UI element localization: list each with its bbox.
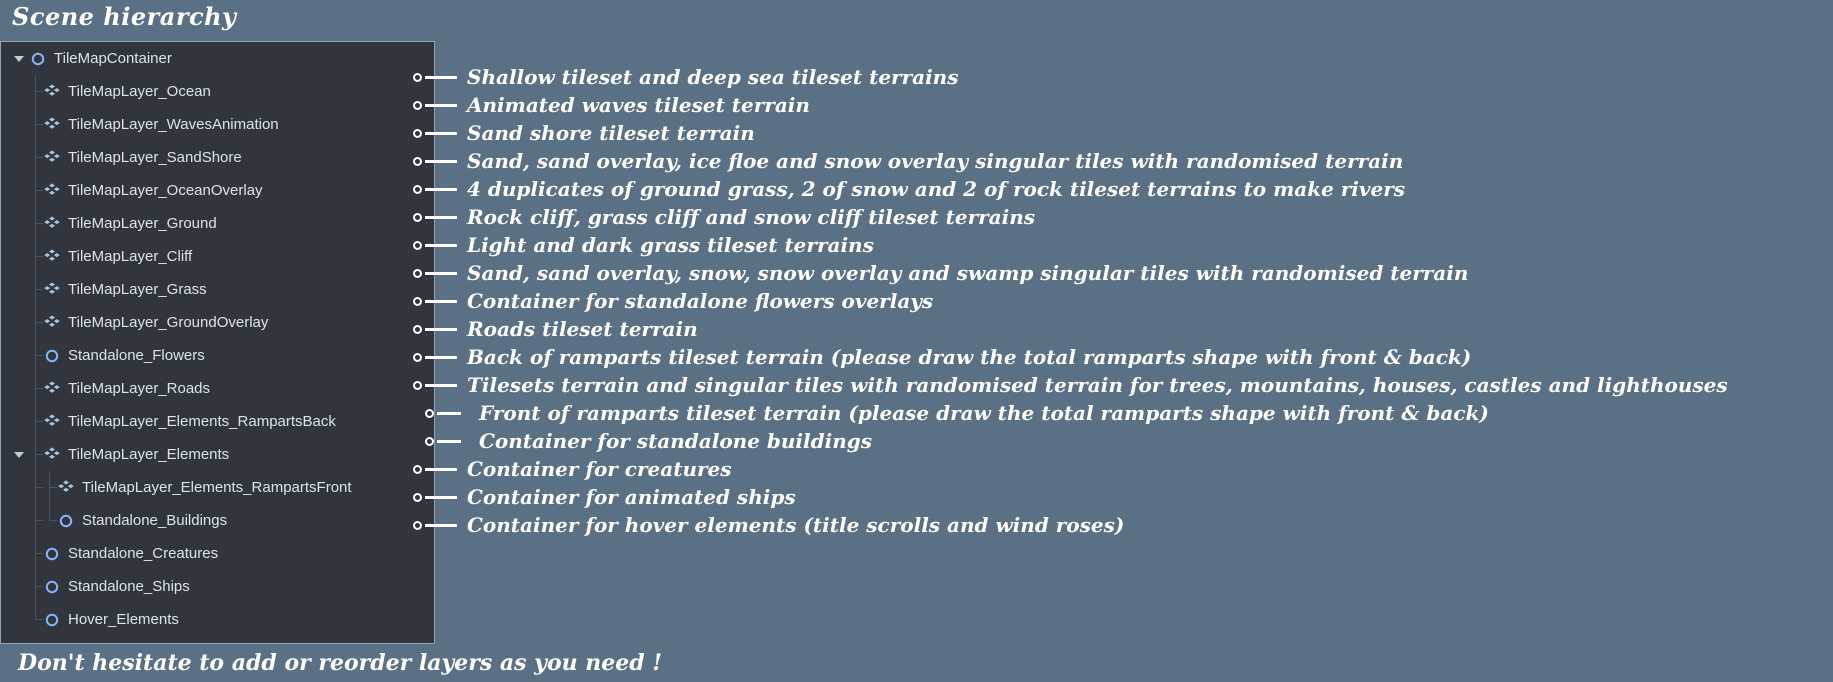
tree-guide [29,471,43,504]
tree-item-label: Hover_Elements [68,611,179,628]
annotation-row [413,93,810,117]
tree-guide [29,306,43,339]
node2d-icon [57,512,75,530]
annotation-row [413,345,1471,369]
callout-pin-icon [413,518,461,532]
tree-item-label: TileMapLayer_Grass [68,281,207,298]
tree-guide [29,372,43,405]
annotation-text: Front of ramparts tileset terrain (please draw the total ramparts shape with front & back) [479,401,1489,425]
node2d-icon [43,347,61,365]
annotation-row [413,485,796,509]
callout-pin-icon [425,434,473,448]
tree-guide [29,603,43,636]
annotation-text: Animated waves tileset terrain [467,93,810,117]
tilemap-icon [43,446,61,464]
tree-item-tilemaplayer_ocean[interactable] [1,75,434,108]
tree-guide [29,438,43,471]
annotation-text: 4 duplicates of ground grass, 2 of snow and 2 of rock tileset terrains to make rivers [467,177,1406,201]
annotation-row [413,373,1728,397]
tree-item-standalone_buildings[interactable] [1,504,434,537]
tree-guide [29,339,43,372]
callout-pin-icon [413,294,461,308]
tree-item-label: TileMapLayer_SandShore [68,149,242,166]
chevron-down-icon[interactable] [11,150,27,166]
callout-pin-icon [413,182,461,196]
tree-item-label: TileMapLayer_Elements_RampartsFront [82,479,352,496]
annotation-row [413,177,1405,201]
chevron-down-icon[interactable] [11,51,27,67]
tree-item-label: TileMapLayer_Ocean [68,83,211,100]
tree-item-label: TileMapLayer_Cliff [68,248,193,265]
tree-item-tilemaplayer_roads[interactable] [1,372,434,405]
tree-item-tilemaplayer_cliff[interactable] [1,240,434,273]
annotation-row [413,205,1035,229]
tree-guide [29,504,43,537]
annotation-text: Container for animated ships [467,485,796,509]
tree-item-tilemaplayer_oceanoverlay[interactable] [1,174,434,207]
tree-guide [29,405,43,438]
tree-item-tilemaplayer_grass[interactable] [1,273,434,306]
chevron-down-icon[interactable] [11,216,27,232]
annotation-row [413,289,933,313]
tree-guide [29,537,43,570]
tilemap-icon [43,413,61,431]
annotation-text: Container for standalone flowers overlays [467,289,934,313]
callout-pin-icon [413,462,461,476]
tilemap-icon [43,149,61,167]
annotation-text: Container for hover elements (title scrolls and wind roses) [467,513,1125,537]
tree-guide [29,273,43,306]
annotation-text: Container for standalone buildings [479,429,872,453]
callout-pin-icon [413,378,461,392]
tilemap-icon [43,380,61,398]
tree-item-standalone_creatures[interactable] [1,537,434,570]
chevron-down-icon[interactable] [11,117,27,133]
callout-pin-icon [413,238,461,252]
tree-item-tilemaplayer_wavesanimation[interactable] [1,108,434,141]
callout-pin-icon [413,490,461,504]
node2d-icon [29,50,47,68]
callout-pin-icon [425,406,473,420]
tilemap-icon [43,116,61,134]
chevron-down-icon[interactable] [11,315,27,331]
tree-item-label: TileMapLayer_GroundOverlay [68,314,269,331]
tilemap-icon [43,281,61,299]
chevron-down-icon[interactable] [11,249,27,265]
tree-item-tilemapcontainer[interactable] [1,42,434,75]
annotation-row [413,513,1124,537]
tree-item-tilemaplayer_sandshore[interactable] [1,141,434,174]
callout-pin-icon [413,126,461,140]
callout-pin-icon [413,98,461,112]
callout-pin-icon [413,210,461,224]
annotation-text: Sand shore tileset terrain [467,121,755,145]
tree-indent [11,513,27,529]
tree-item-label: TileMapLayer_Elements_RampartsBack [68,413,336,430]
annotation-row [413,457,732,481]
annotation-text: Roads tileset terrain [467,317,698,341]
tree-item-label: Standalone_Buildings [82,512,228,529]
chevron-down-icon[interactable] [11,579,27,595]
annotation-text: Tilesets terrain and singular tiles with randomised terrain for trees, mountains, houses, castles and lighthouses [467,373,1728,397]
tree-item-label: TileMapLayer_WavesAnimation [68,116,279,133]
callout-pin-icon [413,154,461,168]
tree-view[interactable] [0,41,435,644]
annotation-text: Light and dark grass tileset terrains [467,233,874,257]
tilemap-icon [43,248,61,266]
annotation-row [413,317,698,341]
tree-item-tilemaplayer_elements_rampartsfront[interactable] [1,471,434,504]
tree-item-tilemaplayer_ground[interactable] [1,207,434,240]
tilemap-icon [43,215,61,233]
annotation-row [413,233,874,257]
tilemap-icon [43,314,61,332]
callout-pin-icon [413,70,461,84]
annotation-row [413,149,1403,173]
tilemap-icon [57,479,75,497]
tree-guide [29,141,43,174]
tree-item-standalone_flowers[interactable] [1,339,434,372]
annotation-text: Rock cliff, grass cliff and snow cliff tileset terrains [467,205,1036,229]
chevron-down-icon[interactable] [11,183,27,199]
annotation-text: Sand, sand overlay, snow, snow overlay and swamp singular tiles with randomised terrain [467,261,1469,285]
node2d-icon [43,545,61,563]
callout-pin-icon [413,322,461,336]
tree-item-label: TileMapLayer_Elements [68,446,230,463]
tree-guide [43,471,57,504]
chevron-down-icon[interactable] [11,447,27,463]
chevron-down-icon[interactable] [11,612,27,628]
chevron-down-icon[interactable] [11,414,27,430]
tree-item-label: TileMapLayer_OceanOverlay [68,182,263,199]
tree-item-label: TileMapContainer [54,50,172,67]
tree-guide [29,108,43,141]
chevron-down-icon[interactable] [11,348,27,364]
tree-item-standalone_ships[interactable] [1,570,434,603]
tree-item-label: Standalone_Creatures [68,545,219,562]
callout-pin-icon [413,266,461,280]
tilemap-icon [43,182,61,200]
tree-guide [43,504,57,537]
tree-guide [29,75,43,108]
page-title: Scene hierarchy [12,2,237,31]
annotation-row [425,429,872,453]
footer-note: Don't hesitate to add or reorder layers as you need ! [18,650,662,676]
chevron-down-icon[interactable] [11,546,27,562]
tree-guide [29,174,43,207]
node2d-icon [43,578,61,596]
annotation-row [425,401,1489,425]
tree-item-tilemaplayer_groundoverlay[interactable] [1,306,434,339]
tree-guide [29,207,43,240]
tree-indent [11,480,27,496]
annotation-row [413,121,755,145]
tree-item-label: TileMapLayer_Roads [68,380,211,397]
annotation-text: Shallow tileset and deep sea tileset terrains [467,65,959,89]
annotation-text: Sand, sand overlay, ice floe and snow overlay singular tiles with randomised terrain [467,149,1404,173]
tree-guide [29,240,43,273]
tree-item-label: Standalone_Flowers [68,347,205,364]
annotation-text: Back of ramparts tileset terrain (please draw the total ramparts shape with front & back) [467,345,1472,369]
tilemap-icon [43,83,61,101]
chevron-down-icon[interactable] [11,381,27,397]
node2d-icon [43,611,61,629]
annotation-row [413,261,1468,285]
callout-pin-icon [413,350,461,364]
tree-item-tilemaplayer_elements[interactable] [1,438,434,471]
tree-guide [29,570,43,603]
chevron-down-icon[interactable] [11,84,27,100]
tree-item-label: TileMapLayer_Ground [68,215,217,232]
tree-item-hover_elements[interactable] [1,603,434,636]
tree-item-label: Standalone_Ships [68,578,190,595]
annotation-text: Container for creatures [467,457,732,481]
annotation-row [413,65,958,89]
chevron-down-icon[interactable] [11,282,27,298]
tree-item-tilemaplayer_elements_rampartsback[interactable] [1,405,434,438]
